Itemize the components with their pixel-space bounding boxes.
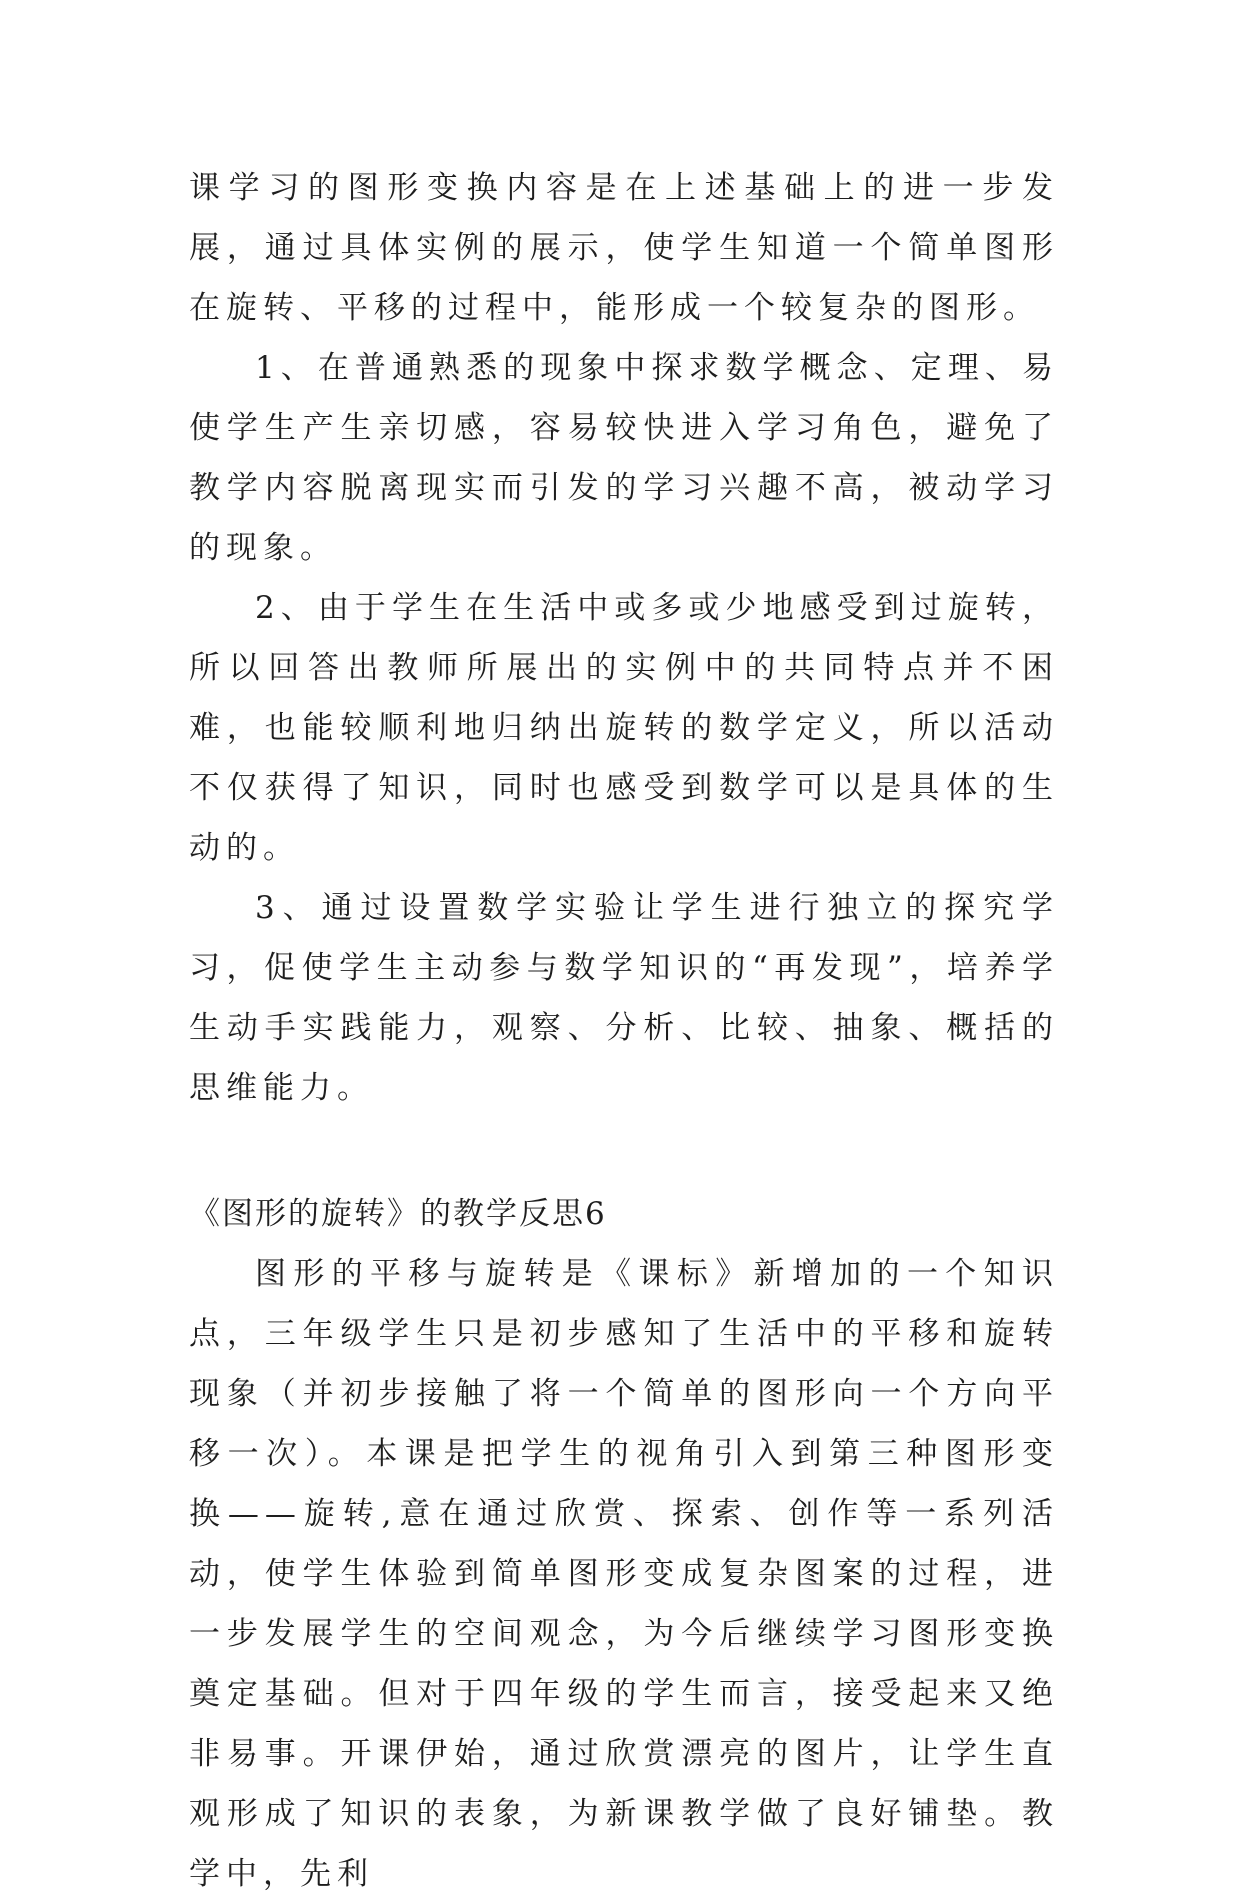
section-spacer (189, 1118, 1059, 1184)
paragraph-point-1: 1、在普通熟悉的现象中探求数学概念、定理、易使学生产生亲切感，容易较快进入学习角色，避免了教学内容脱离现实而引发的学习兴趣不高，被动学习的现象。 (189, 350, 1059, 566)
paragraph-continuation: 课学习的图形变换内容是在上述基础上的进一步发展，通过具体实例的展示，使学生知道一个简单图形在旋转、平移的过程中，能形成一个较复杂的图形。 (189, 170, 1059, 326)
paragraph-point-2: 2、由于学生在生活中或多或少地感受到过旋转，所以回答出教师所展出的实例中的共同特点并不困难，也能较顺利地归纳出旋转的数学定义，所以活动不仅获得了知识，同时也感受到数学可以是具体的生动的。 (189, 590, 1059, 866)
paragraph-reflection: 图形的平移与旋转是《课标》新增加的一个知识点，三年级学生只是初步感知了生活中的平移和旋转现象（并初步接触了将一个简单的图形向一个方向平移一次）。本课是把学生的视角引入到第三种图形变换——旋转,意在通过欣赏、探索、创作等一系列活动，使学生体验到简单图形变成复杂图案的过程，进一步发展学生的空间观念，为今后继续学习图形变换奠定基础。但对于四年级的学生而言，接受起来又绝非易事。开课伊始，通过欣赏漂亮的图片，让学生直观形成了知识的表象，为新课教学做了良好铺垫。教学中，先利 (189, 1256, 1059, 1892)
document-body (189, 158, 1059, 1904)
paragraph-point-3: 3、通过设置数学实验让学生进行独立的探究学习，促使学生主动参与数学知识的“再发现”，培养学生动手实践能力，观察、分析、比较、抽象、概括的思维能力。 (189, 890, 1059, 1106)
section-heading: 《图形的旋转》的教学反思6 (189, 1196, 607, 1232)
